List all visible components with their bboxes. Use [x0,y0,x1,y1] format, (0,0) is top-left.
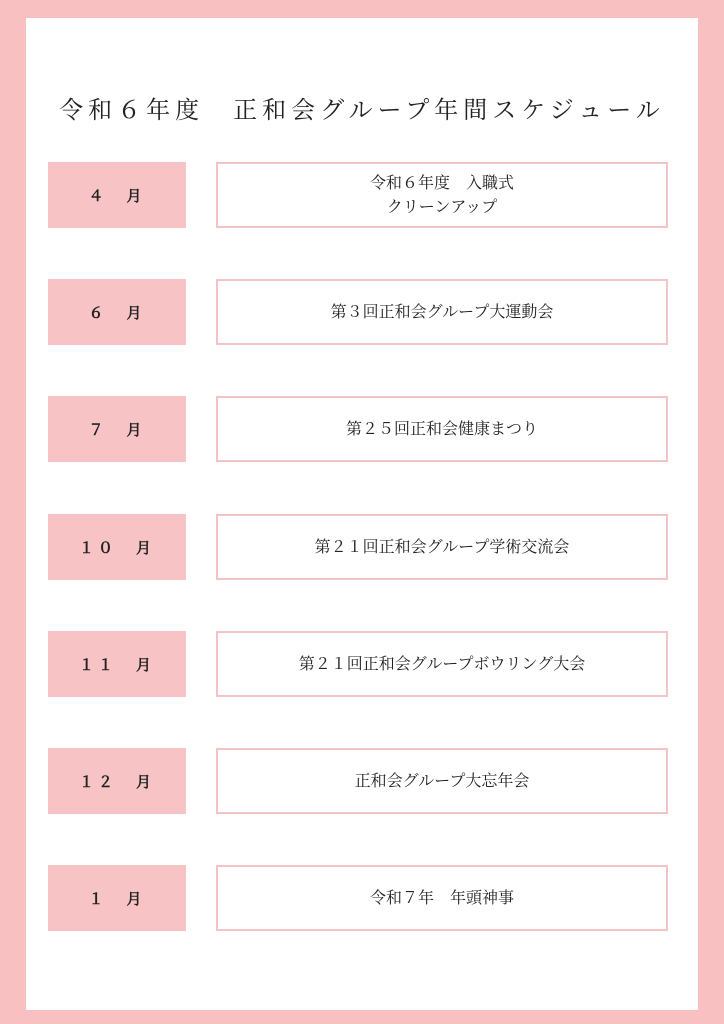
schedule-sheet [26,18,698,1010]
event-box [216,162,668,228]
schedule-row-june [48,279,668,345]
event-text: 正和会グループ大忘年会 [354,771,530,790]
event-text: 第３回正和会グループ大運動会 [330,302,554,321]
schedule-row-december [48,748,668,814]
event-box [216,279,668,345]
month-label: ７ 月 [48,396,186,462]
month-label: １２ 月 [48,748,186,814]
schedule-row-october [48,514,668,580]
event-box [216,396,668,462]
month-label: １０ 月 [48,514,186,580]
schedule-row-november [48,631,668,697]
event-text: 第２１回正和会グループ学術交流会 [314,537,570,556]
month-label: ６ 月 [48,279,186,345]
event-text: 令和６年度 入職式 [369,173,514,192]
schedule-row-april [48,162,668,228]
event-box [216,631,668,697]
month-label: ４ 月 [48,162,186,228]
event-text: 第２５回正和会健康まつり [345,419,538,438]
event-text: 第２１回正和会グループボウリング大会 [298,654,586,673]
schedule-row-january [48,865,668,931]
event-text: 令和７年 年頭神事 [369,888,514,907]
page-title: 令和６年度 正和会グループ年間スケジュール [59,96,665,124]
event-box [216,748,668,814]
month-label: １１ 月 [48,631,186,697]
event-text: クリーンアップ [386,197,498,216]
month-label: １ 月 [48,865,186,931]
event-box [216,514,668,580]
schedule-row-july [48,396,668,462]
event-box [216,865,668,931]
